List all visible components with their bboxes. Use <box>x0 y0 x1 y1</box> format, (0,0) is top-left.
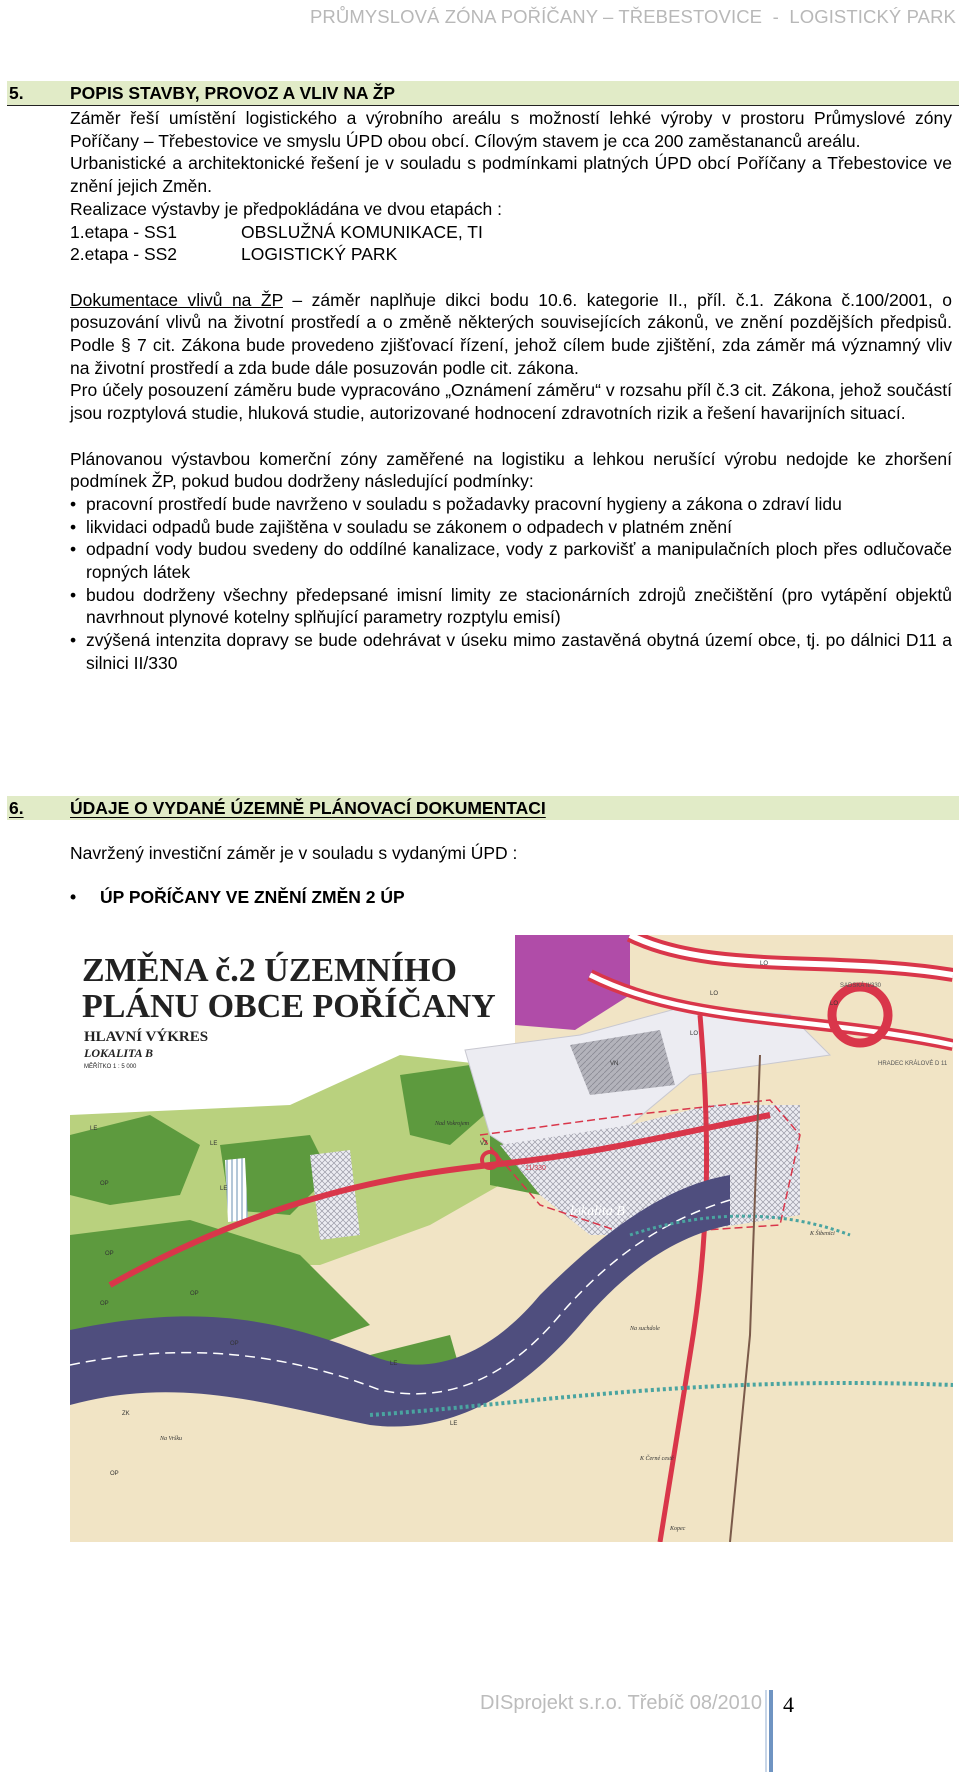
paragraph <box>70 289 952 380</box>
road-label: 11/330 <box>525 1165 546 1172</box>
zone-label: LE <box>390 1361 398 1367</box>
bullet-heading <box>70 887 405 908</box>
zone-label: LO <box>760 961 769 967</box>
bullet-dot: • <box>70 887 77 907</box>
section-6-heading <box>7 796 959 820</box>
zone-label: VZ <box>480 1141 488 1147</box>
place-label: Nad Vokrojem <box>435 1121 469 1127</box>
conditions-list <box>70 493 952 675</box>
page-number: 4 <box>783 1692 794 1717</box>
zone-label: LO <box>690 1031 699 1037</box>
bullet-heading-text: ÚP POŘÍČANY VE ZNĚNÍ ZMĚN 2 ÚP <box>100 887 405 907</box>
place-label: Kopec <box>670 1526 686 1532</box>
place-label: Na suchdole <box>630 1326 660 1332</box>
map-subtitle2: LOKALITA B <box>84 1046 154 1060</box>
map-subtitle: HLAVNÍ VÝKRES <box>84 1029 209 1045</box>
section-number: 5. <box>9 83 24 103</box>
section-6-body <box>70 842 952 865</box>
zone-label: VN <box>610 1061 619 1067</box>
place-label: K Šibenici <box>810 1231 835 1237</box>
footer-text: DISprojekt s.r.o. Třebíč 08/2010 <box>480 1692 763 1714</box>
striped-area <box>225 1158 248 1222</box>
etapa-name: LOGISTICKÝ PARK <box>241 244 398 265</box>
zone-label: LE <box>90 1126 98 1132</box>
zone-label: OP <box>105 1251 114 1257</box>
paragraph: Plánovanou výstavbou komerční zóny zaměřené na logistiku a lehkou nerušící výrobu nedojde ke zhoršení podmínek ŽP, pokud budou dodrženy následující podmínky: <box>70 448 952 492</box>
zone-label: OP <box>100 1301 109 1307</box>
map-scale: MĚŘÍTKO 1 : 5 000 <box>84 1064 137 1070</box>
zone-label: LE <box>210 1141 218 1147</box>
zone-label: OP <box>100 1181 109 1187</box>
etapa-code: 2.etapa - SS2 <box>70 244 178 265</box>
paragraph-text: – záměr naplňuje dikci bodu 10.6. kategorie II., příl. č.1. Zákona č.100/2001, o posuzování vlivů na životní prostředí a o změně některých souvisejících zákonů, ve znění pozdějších předpisů. Podle § 7 cit. Zákona bude provedeno zjišťovací řízení, jehož cílem bude zjištění, zda záměr má významný vliv na životní prostředí a zda bude dále posuzován podle cit. zákona. <box>70 289 952 378</box>
zone-label: OP <box>110 1471 119 1477</box>
locality-label: lokalita B <box>570 1204 625 1219</box>
paragraph: Záměr řeší umístění logistického a výrobního areálu s možností lehké výroby v prostoru Průmyslové zóny Poříčany – Třebestovice ve smyslu ÚPD obou obcí. Cílovým stavem je cca 200 zaměstananců areálu. <box>70 108 952 151</box>
zone-label: LO <box>710 991 719 997</box>
etapa-code: 1.etapa - SS1 <box>70 221 178 242</box>
place-label: Na Vršku <box>160 1436 183 1442</box>
zone-label: LO <box>830 1001 839 1007</box>
paragraph: Urbanistické a architektonické řešení je v souladu s podmínkami platných ÚPD obcí Poříčany a Třebestovice ve znění jejich Změn. <box>70 153 952 197</box>
page-header: PRŮMYSLOVÁ ZÓNA POŘÍČANY – TŘEBESTOVICE - LOGISTICKÝ PARK <box>309 6 956 27</box>
map-title-line2: PLÁNU OBCE POŘÍČANY <box>82 988 496 1025</box>
road-label-sadska: SADSKÁ II/330 <box>840 983 882 989</box>
zone-label: LE <box>220 1186 228 1192</box>
place-label: K Černé cestě <box>640 1456 674 1462</box>
paragraph: Realizace výstavby je předpokládána ve dvou etapách : <box>70 198 502 219</box>
zone-label: OP <box>230 1341 239 1347</box>
section-title: POPIS STAVBY, PROVOZ A VLIV NA ŽP <box>70 83 396 103</box>
section-number: 6. <box>9 798 24 818</box>
etapa-name: OBSLUŽNÁ KOMUNIKACE, TI <box>241 221 483 242</box>
list-item: • likvidaci odpadů bude zajištěna v souladu se zákonem o odpadech v platném znění <box>70 516 952 539</box>
highway-label: HRADEC KRÁLOVÉ D 11 <box>878 1061 948 1067</box>
zone-label: ZK <box>122 1411 130 1417</box>
section-title: ÚDAJE O VYDANÉ ÚZEMNĚ PLÁNOVACÍ DOKUMENTACI <box>70 798 546 818</box>
section-5-body <box>70 107 952 675</box>
etapa-row <box>70 243 952 266</box>
footer-divider <box>769 1690 773 1772</box>
zone-label: LE <box>450 1421 458 1427</box>
paragraph: Pro účely posouzení záměru bude vypracováno „Oznámení záměru“ v rozsahu příl č.3 cit. Zákona, jehož součástí jsou rozptylová studie, hluková studie, autorizované hodnocení zdravotních rizik a řešení havarijních situací. <box>70 380 952 424</box>
list-item: • budou dodrženy všechny předepsané imisní limity ze stacionárních zdrojů znečištění (pro vytápění objektů navrhnout plynové kotelny splňující parametry rozptylu emisí) <box>70 584 952 629</box>
zoning-map <box>70 935 953 1542</box>
etapa-row <box>70 221 952 244</box>
list-item: • odpadní vody budou svedeny do oddílné kanalizace, vody z parkovišť a manipulačních ploch přes odlučovače ropných látek <box>70 538 952 583</box>
paragraph: Navržený investiční záměr je v souladu s vydanými ÚPD : <box>70 843 518 863</box>
map-title-line1: ZMĚNA č.2 ÚZEMNÍHO <box>82 952 457 989</box>
footer-divider-light <box>765 1690 767 1772</box>
list-item: • pracovní prostředí bude navrženo v souladu s požadavky pracovní hygieny a zákona o zdraví lidu <box>70 493 952 516</box>
list-item: • zvýšená intenzita dopravy se bude odehrávat v úseku mimo zastavěná obytná území obce, tj. po dálnici D11 a silnici II/330 <box>70 629 952 674</box>
section-5-heading <box>7 81 959 106</box>
underlined-term: Dokumentace vlivů na ŽP <box>70 289 283 310</box>
zone-label: OP <box>190 1291 199 1297</box>
